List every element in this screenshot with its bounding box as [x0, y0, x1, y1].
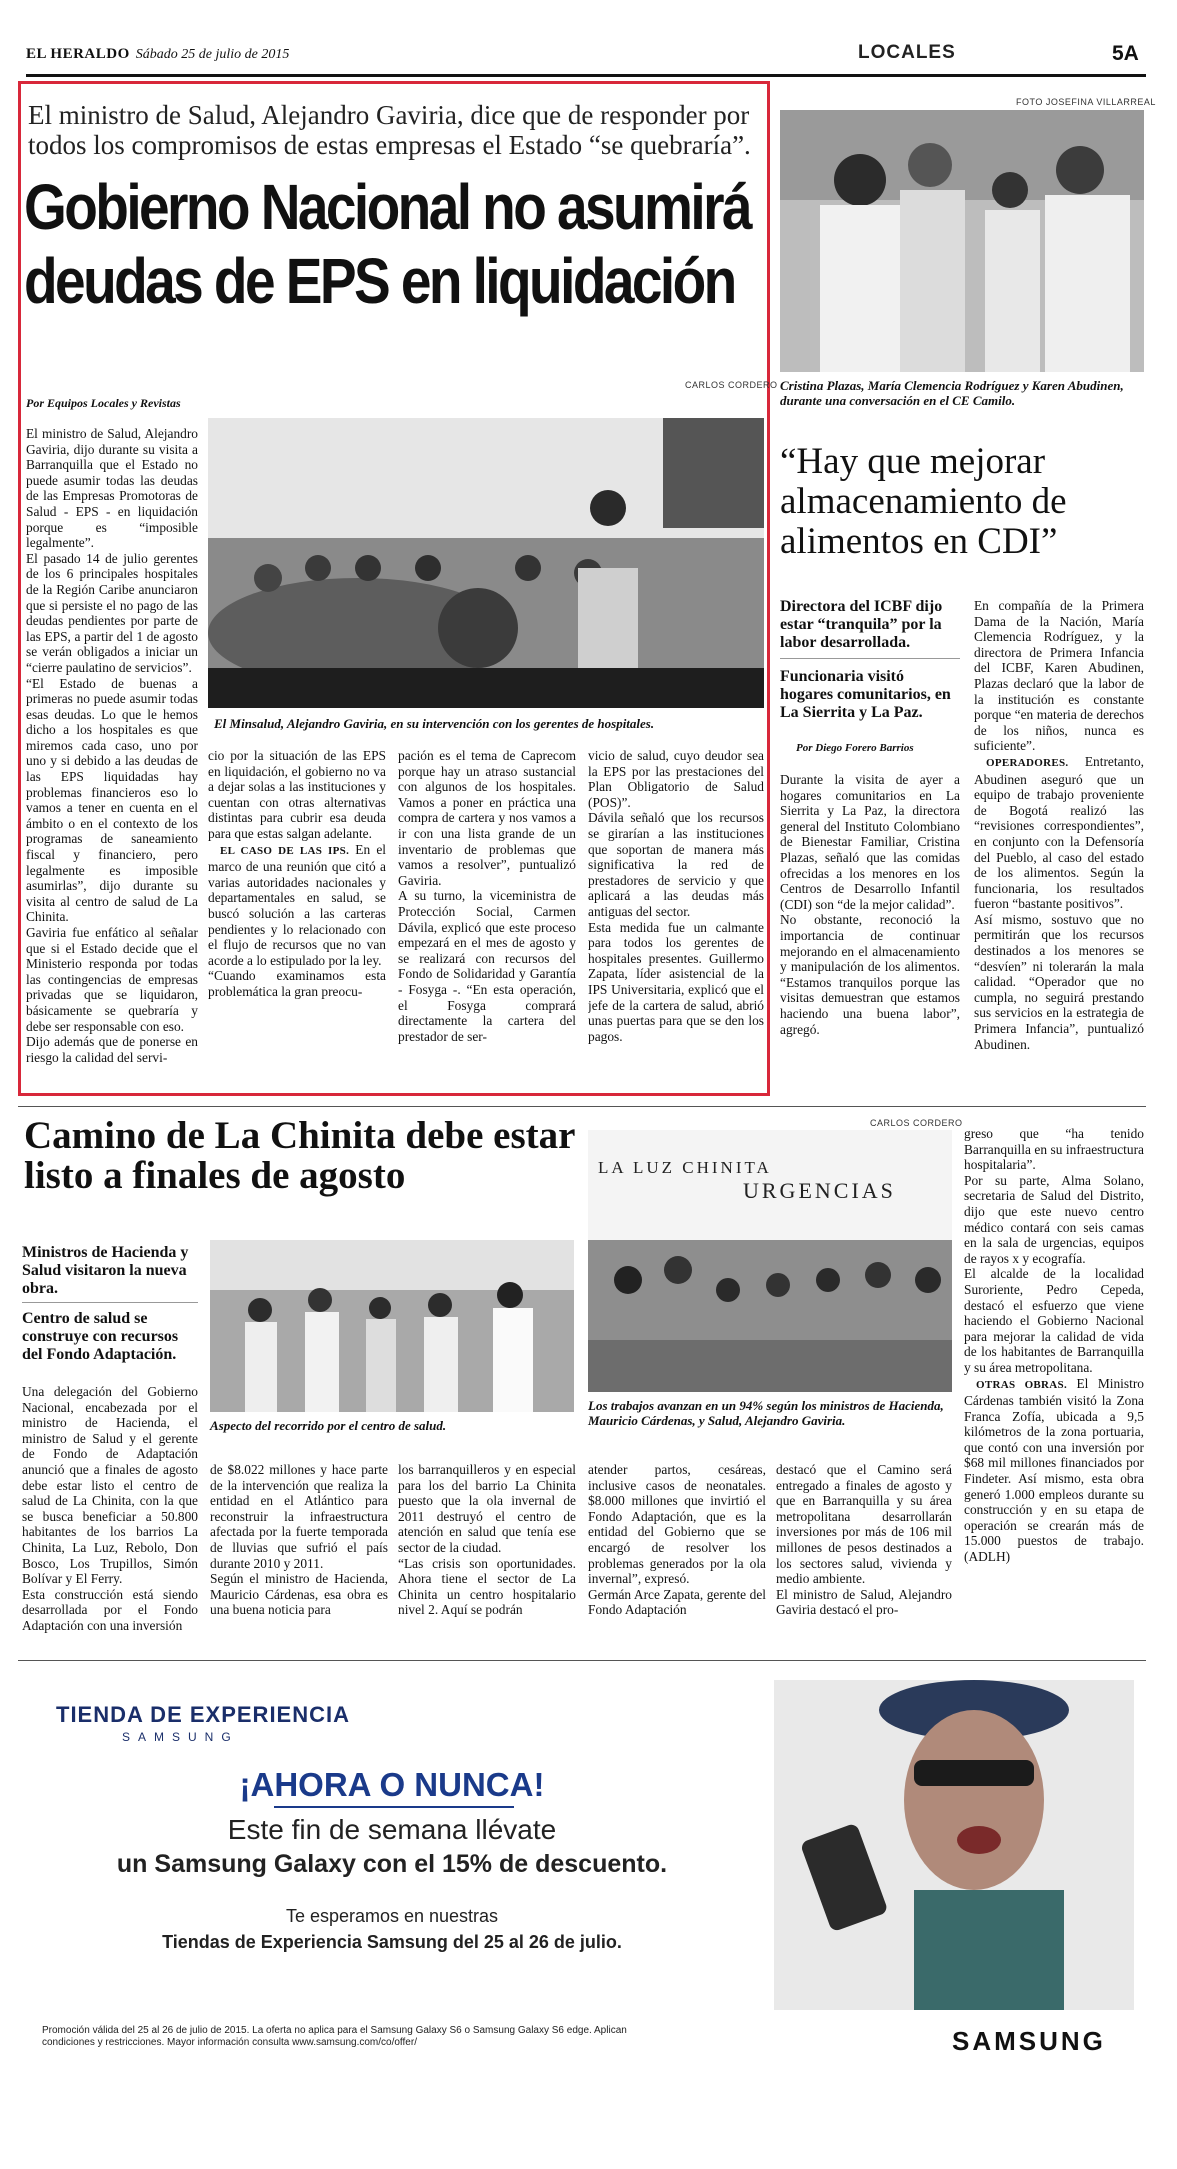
- second-col-1: [22, 1384, 198, 1636]
- side-col-1: [780, 772, 960, 1077]
- second-col-6-b: [964, 1376, 1144, 1565]
- second-caption-2: Los trabajos avanzan en un 94% según los ministros de Hacienda, Mauricio Cárdenas, y Salud, Alejandro Gaviria.: [588, 1398, 944, 1428]
- samsung-logo: SAMSUNG: [952, 2026, 1106, 2056]
- paper-name: EL HERALDO: [26, 46, 130, 62]
- lead-kicker: El ministro de Salud, Alejandro Gaviria, dice que de responder por todos los compromisos de estas empresas el Estado “se quebraría”.: [28, 100, 751, 160]
- second-col-5-text: destacó que el Camino será entregado a finales de agosto y que en Barranquilla y su área metropolitana desarrollarán inversiones por más de 106 mil millones de pesos destinados a los sectores salud, vivienda y medio ambiente. El ministro de Salud, Alejandro Gaviria destacó el pro-: [776, 1462, 952, 1618]
- second-col-6: [964, 1126, 1144, 1638]
- ad-brand-top: TIENDA DE EXPERIENCIA: [56, 1702, 351, 1727]
- section-name: LOCALES: [858, 42, 956, 63]
- photo-icon: [774, 1680, 1134, 2010]
- second-col-4: [588, 1462, 766, 1637]
- ad-line-1: Este fin de semana llévate: [227, 1814, 557, 1845]
- page-number: 5A: [1112, 42, 1139, 65]
- masthead: [26, 40, 1146, 77]
- side-photo-caption: Cristina Plazas, María Clemencia Rodríguez y Karen Abudinen, durante una conversación en el CE Camilo.: [780, 378, 1124, 408]
- lead-subhead-ips: EL CASO DE LAS IPS.: [220, 844, 350, 857]
- second-col-3-text: los barranquilleros y en especial para los del barrio La Chinita puesto que la ola invernal de 2011 destruyó el centro de atención en salud que tenía ese sector de la ciudad. “Las crisis son oportunidades. Ahora tiene el sector de La Chinita un centro hospitalario nivel 2. Aquí se podrán: [398, 1462, 576, 1618]
- issue-date: Sábado 25 de julio de 2015: [135, 47, 290, 62]
- side-headline: “Hay que mejorar almacenamiento de alimentos en CDI”: [780, 441, 1067, 562]
- photo-icon: [208, 418, 764, 708]
- photo-icon: [210, 1240, 574, 1412]
- side-photo: [780, 110, 1144, 372]
- ad-fine-print: Promoción válida del 25 al 26 de julio de 2015. La oferta no aplica para el Samsung Galaxy S6 o Samsung Galaxy S6 edge. Aplican condiciones y restricciones. Mayor información consulta www.samsung.com/co/offer/: [42, 2025, 627, 2048]
- lead-byline: Por Equipos Locales y Revistas: [26, 396, 181, 410]
- side-col-2-text: En compañía de la Primera Dama de la Nación, María Clemencia Rodríguez, y la directora de Primera Infancia del ICBF, Karen Abudinen, Plazas declaró que la labor de la institución es constante porque “en materia de derechos de los niños, nunca es suficiente”.: [974, 598, 1144, 754]
- second-col-4-text: atender partos, cesáreas, inclusive casos de neonatales. $8.000 millones que invirtió el Fondo Adaptación, que es la entidad del Gobierno que se encargó de resolver los problemas generados por la ola invernal”, expresó. Germán Arce Zapata, gerente del Fondo Adaptación: [588, 1462, 766, 1618]
- lead-col-4-text: vicio de salud, cuyo deudor sea la EPS por las prestaciones del Plan Obligatorio de Salud (POS)”. Dávila señaló que los recursos se girarían a las instituciones que soportan de manera más significativa la red de prestadores de servicio y que aplicará a las deudas más antiguas del sector. Esta medida fue un calmante para todos los gerentes de hospitales presentes. Guillermo Zapata, líder asistencial de la IPS Universitaria, explicó que el jefe de la cartera de salud, abrió unas puertas para que se den los pagos.: [588, 748, 764, 1044]
- second-col-5: [776, 1462, 952, 1637]
- second-photo-1: [210, 1240, 574, 1412]
- ad-headline: ¡AHORA O NUNCA!: [239, 1766, 545, 1803]
- lead-photo: [208, 418, 764, 708]
- ad-line-3: Te esperamos en nuestras: [285, 1906, 499, 1926]
- side-divider: [780, 658, 960, 659]
- ad-model-photo: [774, 1680, 1134, 2010]
- photo-icon: [780, 110, 1144, 372]
- lead-col-3-text: pación es el tema de Caprecom porque hay un atraso sustancial con algunos de los hospitales. Vamos a poner en práctica una compra de cartera y nos vamos a ir con una lista grande de un inventario de problemas que vamos a resolver”, puntualizó Gaviria. A su turno, la viceministra de Protección Social, Carmen Dávila, explicó que este proceso empezará en el mes de agosto y se realizará con recursos del Fondo de Solidaridad y Garantía - Fosyga -. “En esta operación, el Fosyga comprará directamente la cartera del prestador de ser-: [398, 748, 576, 1044]
- ad-divider: [18, 1660, 1146, 1661]
- samsung-ad[interactable]: [22, 1680, 1152, 2110]
- second-col-2-text: de $8.022 millones y hace parte de la intervención que realiza la entidad en el Atlántico para reconstruir la infraestructura afectada por la fuerte temporada de lluvias que sufrió el país durante 2010 y 2011. Según el ministro de Hacienda, Mauricio Cárdenas, esa obra es una buena noticia para: [210, 1462, 388, 1618]
- ad-line-2: un Samsung Galaxy con el 15% de descuento.: [116, 1850, 668, 1878]
- second-photo-credit: CARLOS CORDERO: [870, 1118, 963, 1128]
- lead-photo-credit: CARLOS CORDERO: [685, 380, 778, 390]
- side-col-2: [974, 598, 1144, 1078]
- lead-col-4: [588, 748, 764, 1083]
- second-subhead-1: Ministros de Hacienda y Salud visitaron la nueva obra.: [22, 1244, 189, 1297]
- lead-col-3: [398, 748, 576, 1083]
- second-col-1-text: Una delegación del Gobierno Nacional, encabezada por el ministro de Hacienda, el ministro de Salud y el gerente de Fondo de Adaptación anunció que a finales de agosto debe estar listo el centro de salud de La Chinita, con la que se busca beneficiar a 50.800 habitantes de los barrios La Chinita, La Luz, Rebolo, Don Bosco, Los Trupillos, Simón Bolívar y El Ferry. Esta construcción está siendo desarrollada por el Fondo Adaptación con una inversión: [22, 1384, 198, 1633]
- second-col-6-body: El Ministro Cárdenas también visitó la Zona Franca Zofía, ubicada a 9,5 kilómetros de la zona portuaria, que contó con una inversión por $68 mil millones financiados por Findeter. Así mismo, esta obra generó 1.000 empleos durante su construcción y en su etapa de operación se crearán más de 15.000 puestos de trabajo. (ADLH): [964, 1375, 1144, 1565]
- masthead-left: [26, 46, 289, 63]
- side-subhead-1: Directora del ICBF dijo estar “tranquila” por la labor desarrollada.: [780, 598, 943, 651]
- lead-col-1: [26, 426, 198, 1081]
- lead-col-2-body: En el marco de una reunión que citó a varias autoridades nacionales y departamentales en salud, se buscó solución a las carteras pendientes y lo relacionado con el flujo de recursos que no van acorde a lo estipulado por la ley. “Cuando examinamos esta problemática la gran preocu-: [208, 841, 386, 999]
- second-photo-2: [588, 1130, 952, 1392]
- ad-line-4: Tiendas de Experiencia Samsung del 25 al 26 de julio.: [162, 1932, 622, 1952]
- side-col-2-body: Entretanto, Abudinen aseguró que un equipo de trabajo proveniente de Bogotá realizó las “revisiones correspondientes”, en conjunto con la Defensoría del Pueblo, al caso del estado de los alimentos. Según la funcionaria, los resultados fueron “bastante positivos”. Así mismo, sostuvo que no permitirán que los recursos destinados a los menores se “desvíen” ni tolerarán la mala calidad. “Operador que no cumpla, no seguirá prestando sus servicios en la estrategia de Primera Infancia”, puntualizó Abudinen.: [974, 753, 1144, 1052]
- sign-la-luz-chinita: LA LUZ CHINITA: [598, 1158, 772, 1177]
- side-col-2-b: [974, 754, 1144, 1052]
- lead-photo-caption: El Minsalud, Alejandro Gaviria, en su intervención con los gerentes de hospitales.: [214, 716, 655, 731]
- lead-headline: Gobierno Nacional no asumirá deudas de EPS en liquidación: [24, 171, 751, 317]
- side-subhead-2: Funcionaria visitó hogares comunitarios, en La Sierrita y La Paz.: [780, 668, 951, 721]
- side-col-1-text: Durante la visita de ayer a hogares comunitarios en La Sierrita y La Paz, la directora general del Instituto Colombiano de Bienestar Familiar, Cristina Plazas, señaló que las comidas ofrecidas a los menores en los Centros de Desarrollo Infantil (CDI) son “de la mejor calidad”. No obstante, reconoció la importancia de continuar mejorando en el almacenamiento y manipulación de los alimentos. “Estamos tranquilos porque las visitas demuestran que estamos haciendo una buena labor”, agregó.: [780, 772, 960, 1037]
- second-divider: [22, 1302, 198, 1303]
- lead-col-2-text: cio por la situación de las EPS en liquidación, el gobierno no va a dejar solas a las instituciones y cuentan con otras alternativas distintas para cubrir esa deuda para que estas salgan adelante.: [208, 748, 386, 841]
- lead-col-1-text: El ministro de Salud, Alejandro Gaviria, dijo durante su visita a Barranquilla que el Estado no puede asumir todas las deudas de las Empresas Promotoras de Salud - EPS - en liquidación porque es “imposible legalmente”. El pasado 14 de julio gerentes de los 6 principales hospitales de la Región Caribe anunciaron que si persiste el no pago de las deudas pendientes por parte de las EPS, a partir del 1 de agosto se verán obligados a iniciar un “cierre paulatino de servicios”. “El Estado de buenas a primeras no puede asumir todas esas deudas. Lo que le hemos dicho a los hospitales es que miremos cada caso, uno por uno y si debido a las deudas de las EPS liquidadas hay problemas financieros eso lo vamos a tener en cuenta en el ámbito o en el contexto de los programas de saneamiento fiscal y financiero, pero legalmente es imposible asumirlas”, dijo durante su visita al centro de salud de La Chinita. Gaviria fue enfático al señalar que si el Estado decide que el Ministerio responda por todas las contingencias de empresas privadas que se liquidaron, básicamente se quebraría y debe ser responsable con eso. Dijo además que de ponerse en riesgo la calidad del servi-: [26, 426, 198, 1065]
- lead-col-2-b: [208, 842, 386, 1000]
- side-subhead-operadores: OPERADORES.: [986, 756, 1069, 769]
- second-col-2: [210, 1462, 388, 1637]
- second-headline: Camino de La Chinita debe estar listo a finales de agosto: [24, 1114, 575, 1197]
- second-subhead-2: Centro de salud se construye con recursos del Fondo Adaptación.: [22, 1310, 179, 1363]
- second-caption-1: Aspecto del recorrido por el centro de salud.: [210, 1418, 447, 1433]
- section-divider: [18, 1106, 1146, 1107]
- ad-brand-sub: SAMSUNG: [122, 1730, 239, 1744]
- ad-underline: [274, 1806, 514, 1808]
- side-photo-credit: FOTO JOSEFINA VILLARREAL: [1016, 97, 1156, 107]
- side-byline: Por Diego Forero Barrios: [796, 742, 914, 754]
- second-col-3: [398, 1462, 576, 1637]
- second-subhead-otras-obras: OTRAS OBRAS.: [976, 1378, 1068, 1391]
- second-col-6-text: greso que “ha tenido Barranquilla en su infraestructura hospitalaria”. Por su parte, Alma Solano, secretaria de Salud del Distrito, dijo que este nuevo centro médico contará con seis camas en la sala de urgencias, equipos de rayos x y ecografía. El alcalde de la localidad Suroriente, Pedro Cepeda, destacó el esfuerzo que viene haciendo el Gobierno Nacional para mejorar la calidad de vida de los habitantes de Barranquilla y su área metropolitana.: [964, 1126, 1144, 1375]
- sign-urgencias: URGENCIAS: [743, 1178, 896, 1203]
- lead-col-2: [208, 748, 386, 1083]
